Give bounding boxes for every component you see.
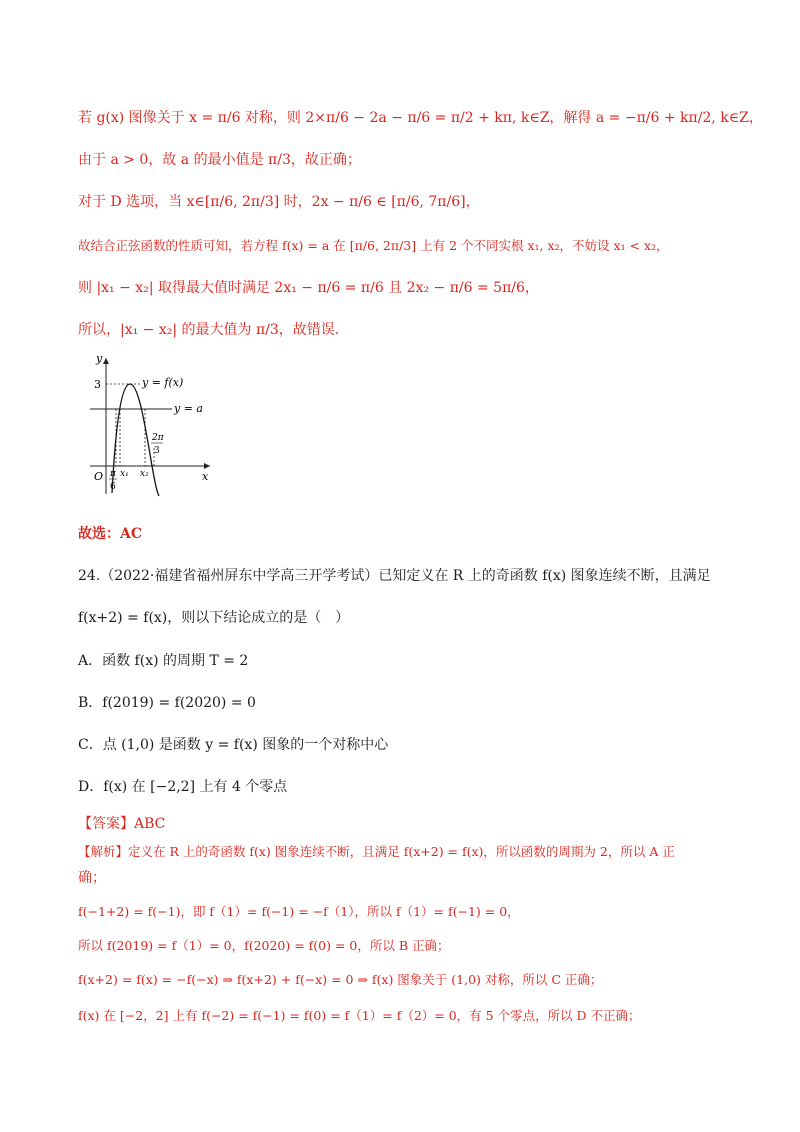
solution-line-4: 故结合正弦函数的性质可知，若方程 f(x) = a 在 [π/6, 2π/3] 上有 2 个不同实根 x₁, x₂，不妨设 x₁ < x₂， xyxy=(78,238,669,253)
option-b: B．f(2019) = f(2020) = 0 xyxy=(78,695,256,711)
tick-x1: x₁ xyxy=(120,469,129,479)
analysis-line-6: f(x) 在 [−2，2] 上有 f(−2) = f(−1) = f(0) = f（1）= f（2）= 0，有 5 个零点，所以 D 不正确； xyxy=(78,1008,641,1023)
analysis-line-5: f(x+2) = f(x) = −f(−x) ⇒ f(x+2) + f(−x) = 0 ⇒ f(x) 图象关于 (1,0) 对称，所以 C 正确； xyxy=(78,972,603,987)
solution-line-6: 所以，|x₁ − x₂| 的最大值为 π/3，故错误. xyxy=(78,322,340,338)
tick-pi-6-num: π xyxy=(110,469,116,479)
analysis-line-2: 确； xyxy=(78,870,106,886)
tick-x2: x₂ xyxy=(140,469,149,479)
analysis-line-3: f(−1+2) = f(−1)，即 f（1）= f(−1) = −f（1），所以 f（1）= f(−1) = 0， xyxy=(78,904,520,919)
origin-label: O xyxy=(94,470,104,483)
answer-line: 【答案】ABC xyxy=(78,816,166,832)
x-axis-label: x xyxy=(202,470,209,483)
solution-line-3: 对于 D 选项，当 x∈[π/6, 2π/3] 时，2x − π/6 ∈ [π/6, 7π/6]， xyxy=(78,194,480,210)
tick-2pi-3-den: 3 xyxy=(154,446,160,456)
line-y-a-label: y = a xyxy=(174,402,203,415)
sine-graph-figure xyxy=(82,348,222,498)
tick-2pi-3-num: 2π xyxy=(152,433,164,443)
question-stem-2: f(x+2) = f(x)，则以下结论成立的是（ ） xyxy=(78,610,350,626)
tick-pi-6-den: 6 xyxy=(110,482,116,492)
question-stem-1: 24.（2022·福建省福州屏东中学高三开学考试）已知定义在 R 上的奇函数 f(x) 图象连续不断，且满足 xyxy=(78,568,711,584)
solution-line-2: 由于 a > 0，故 a 的最小值是 π/3，故正确； xyxy=(78,152,361,168)
y-tick-3: 3 xyxy=(94,378,101,391)
x-axis-arrow xyxy=(204,463,210,469)
choice-line: 故选：AC xyxy=(78,526,143,542)
option-d: D．f(x) 在 [−2,2] 上有 4 个零点 xyxy=(78,779,288,795)
analysis-line-4: 所以 f(2019) = f（1）= 0，f(2020) = f(0) = 0，所以 B 正确； xyxy=(78,938,450,953)
solution-line-1: 若 g(x) 图像关于 x = π/6 对称，则 2×π/6 − 2a − π/6 = π/2 + kπ, k∈Z，解得 a = −π/6 + kπ/2, k∈Z， xyxy=(78,110,763,126)
option-a: A．函数 f(x) 的周期 T = 2 xyxy=(78,653,249,669)
y-axis-arrow xyxy=(103,358,109,364)
curve-label: y = f(x) xyxy=(142,376,184,389)
option-c: C．点 (1,0) 是函数 y = f(x) 图象的一个对称中心 xyxy=(78,737,389,753)
solution-line-5: 则 |x₁ − x₂| 取得最大值时满足 2x₁ − π/6 = π/6 且 2x₂ − π/6 = 5π/6， xyxy=(78,280,539,296)
y-axis-label: y xyxy=(96,352,103,365)
analysis-line-1: 【解析】定义在 R 上的奇函数 f(x) 图象连续不断，且满足 f(x+2) = f(x)，所以函数的周期为 2，所以 A 正 xyxy=(78,844,675,859)
